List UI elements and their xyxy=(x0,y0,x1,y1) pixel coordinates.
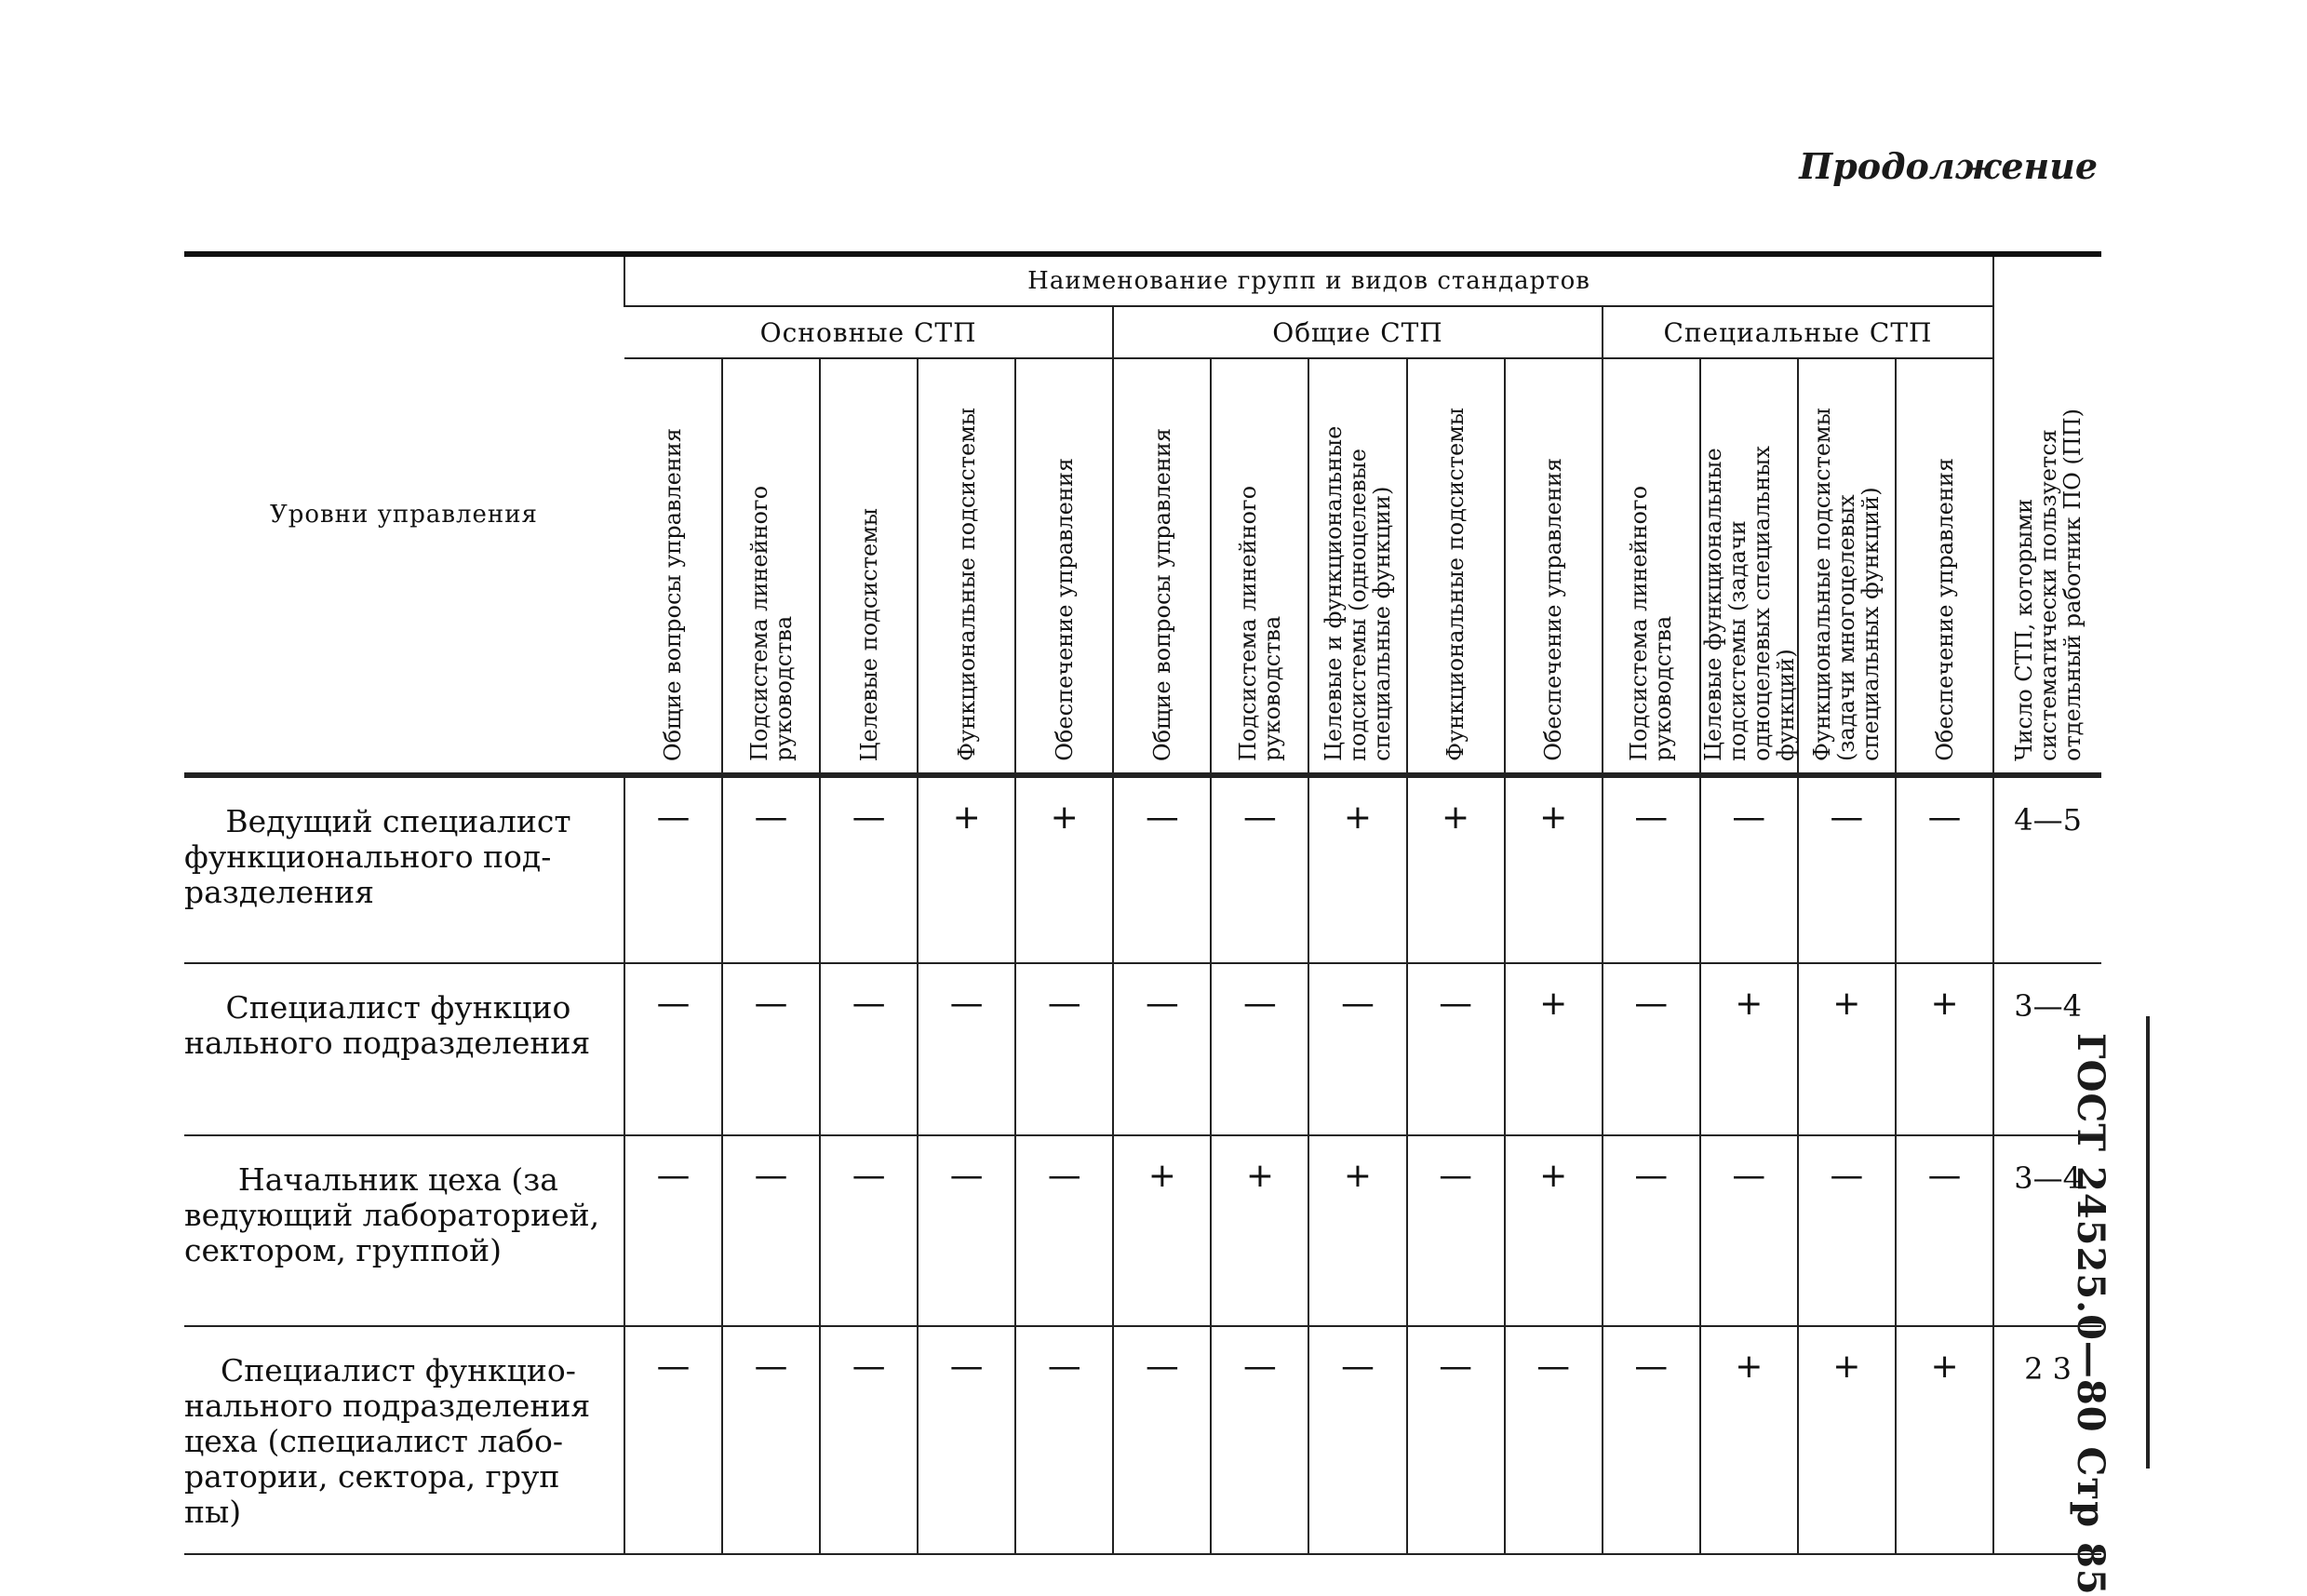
column-header: Функциональные подсистемы xyxy=(918,358,1015,774)
count-cell: 3—4 xyxy=(1993,1135,2101,1326)
mark-cell: — xyxy=(1407,1135,1505,1326)
side-rule xyxy=(2146,1016,2150,1469)
group-header-special: Специальные СТП xyxy=(1603,306,1994,358)
mark-cell: — xyxy=(820,1135,918,1326)
mark-cell: + xyxy=(918,777,1015,964)
count-cell: 3—4 xyxy=(1993,963,2101,1135)
mark-cell: — xyxy=(1505,1326,1603,1554)
mark-cell: + xyxy=(1798,963,1896,1135)
column-header: Обеспечение управления xyxy=(1896,358,1993,774)
mark-cell: — xyxy=(624,963,722,1135)
mark-cell: — xyxy=(1211,963,1308,1135)
mark-cell: — xyxy=(1407,963,1505,1135)
mark-cell: — xyxy=(1700,777,1798,964)
mark-cell: — xyxy=(1700,1135,1798,1326)
column-header: Функциональные подсистемы xyxy=(1407,358,1505,774)
level-name: Ведущий специалист функционального под- разделения xyxy=(184,777,624,964)
mark-cell: — xyxy=(1308,963,1406,1135)
mark-cell: — xyxy=(722,1326,820,1554)
mark-cell: — xyxy=(1211,1326,1308,1554)
count-header xyxy=(1993,254,2101,774)
mark-cell: — xyxy=(624,1326,722,1554)
level-name: Специалист функцио нального подразделения xyxy=(184,963,624,1135)
mark-cell: — xyxy=(1015,963,1113,1135)
mark-cell: — xyxy=(1603,963,1700,1135)
column-header: Обеспечение управления xyxy=(1015,358,1113,774)
mark-cell: + xyxy=(1700,963,1798,1135)
column-header: Подсистема линейного руководства xyxy=(722,358,820,774)
mark-cell: — xyxy=(1603,1326,1700,1554)
mark-cell: + xyxy=(1798,1326,1896,1554)
mark-cell: — xyxy=(1407,1326,1505,1554)
continuation-label: Продолжение xyxy=(1799,145,2098,187)
standards-table xyxy=(184,251,2101,1555)
column-header: Целевые подсистемы xyxy=(820,358,918,774)
mark-cell: — xyxy=(918,1326,1015,1554)
mark-cell: — xyxy=(1603,1135,1700,1326)
column-header: Целевые и функциональные подсистемы (одноцелевые специальные функции) xyxy=(1308,358,1406,774)
mark-cell: — xyxy=(624,777,722,964)
column-header: Общие вопросы управления xyxy=(1113,358,1211,774)
mark-cell: + xyxy=(1407,777,1505,964)
mark-cell: + xyxy=(1211,1135,1308,1326)
table-row xyxy=(184,777,2101,964)
column-header: Обеспечение управления xyxy=(1505,358,1603,774)
column-header: Подсистема линейного руководства xyxy=(1211,358,1308,774)
mark-cell: + xyxy=(1700,1326,1798,1554)
mark-cell: — xyxy=(820,963,918,1135)
table-row xyxy=(184,1326,2101,1554)
mark-cell: — xyxy=(918,963,1015,1135)
mark-cell: — xyxy=(722,963,820,1135)
mark-cell: + xyxy=(1896,1326,1993,1554)
mark-cell: — xyxy=(1211,777,1308,964)
mark-cell: + xyxy=(1308,777,1406,964)
mark-cell: — xyxy=(1798,1135,1896,1326)
mark-cell: + xyxy=(1896,963,1993,1135)
level-header: Уровни управления xyxy=(269,501,538,529)
column-header: Общие вопросы управления xyxy=(659,427,686,761)
count-cell: 2 3 xyxy=(1993,1326,2101,1554)
mark-cell: — xyxy=(1603,777,1700,964)
mark-cell: — xyxy=(1015,1135,1113,1326)
column-header: Целевые функциональные подсистемы (задачи одноцелевых специальных функций) xyxy=(1700,358,1798,774)
mark-cell: — xyxy=(918,1135,1015,1326)
mark-cell: — xyxy=(820,1326,918,1554)
table-row xyxy=(184,963,2101,1135)
column-header: Функциональные подсистемы (задачи многоцелевых специальных функций) xyxy=(1798,358,1896,774)
mark-cell: — xyxy=(1896,777,1993,964)
count-header-text: Число СТП, которыми систематически пользуется отдельный работник ПО (ПП) xyxy=(2010,408,2086,761)
mark-cell: + xyxy=(1113,1135,1211,1326)
group-header-main: Основные СТП xyxy=(624,306,1113,358)
mark-cell: — xyxy=(1113,777,1211,964)
mark-cell: — xyxy=(820,777,918,964)
table-row xyxy=(184,1135,2101,1326)
mark-cell: — xyxy=(1798,777,1896,964)
standards-table-wrapper xyxy=(184,251,2101,1555)
column-header: Подсистема линейного руководства xyxy=(1603,358,1700,774)
mark-cell: — xyxy=(1113,963,1211,1135)
mark-cell: + xyxy=(1505,1135,1603,1326)
mark-cell: + xyxy=(1505,777,1603,964)
mark-cell: — xyxy=(1113,1326,1211,1554)
group-header-general: Общие СТП xyxy=(1113,306,1602,358)
level-name: Специалист функцио- нального подразделения цеха (специалист лабо- ратории, сектора, груп пы) xyxy=(184,1326,624,1554)
mark-cell: + xyxy=(1308,1135,1406,1326)
mark-cell: — xyxy=(1308,1326,1406,1554)
mark-cell: — xyxy=(1015,1326,1113,1554)
standard-page-label: ГОСТ 24525.0—80 Стр 85 xyxy=(2069,1033,2113,1596)
mark-cell: + xyxy=(1505,963,1603,1135)
mark-cell: — xyxy=(624,1135,722,1326)
mark-cell: — xyxy=(722,777,820,964)
mark-cell: + xyxy=(1015,777,1113,964)
level-name: Начальник цеха (за ведующий лабораторией, сектором, группой) xyxy=(184,1135,624,1326)
mark-cell: — xyxy=(1896,1135,1993,1326)
group-title-header: Наименование групп и видов стандартов xyxy=(624,254,1993,306)
count-cell: 4—5 xyxy=(1993,777,2101,964)
mark-cell: — xyxy=(722,1135,820,1326)
